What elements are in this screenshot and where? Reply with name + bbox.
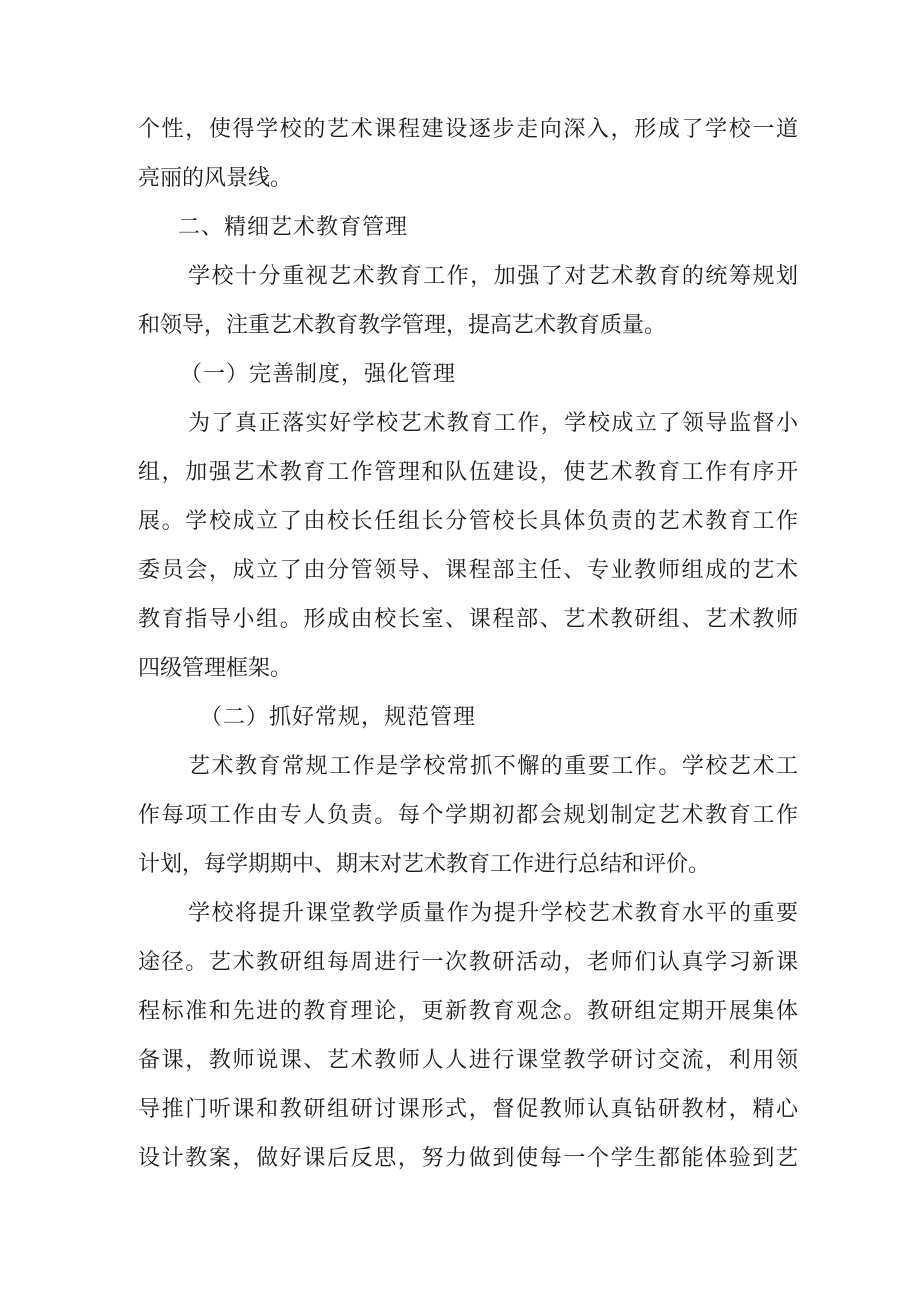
subheading-2: （二）抓好常规，规范管理 bbox=[200, 705, 477, 730]
paragraph-3-line-1: 为了真正落实好学校艺术教育工作，学校成立了领导监督小 bbox=[188, 411, 798, 436]
paragraph-intro-line-1: 个性，使得学校的艺术课程建设逐步走向深入，形成了学校一道 bbox=[138, 117, 798, 142]
paragraph-5-line-5: 导推门听课和教研组研讨课形式，督促教师认真钻研教材，精心 bbox=[138, 1097, 798, 1122]
paragraph-5-line-6: 设计教案，做好课后反思，努力做到使每一个学生都能体验到艺 bbox=[138, 1146, 798, 1171]
paragraph-5-line-4: 备课，教师说课、艺术教师人人进行课堂教学研讨交流，利用领 bbox=[138, 1048, 798, 1073]
paragraph-3-line-2: 组，加强艺术教育工作管理和队伍建设，使艺术教育工作有序开 bbox=[138, 460, 798, 485]
paragraph-4-line-1: 艺术教育常规工作是学校常抓不懈的重要工作。学校艺术工 bbox=[188, 754, 798, 779]
paragraph-5-line-2: 途径。艺术教研组每周进行一次教研活动，老师们认真学习新课 bbox=[138, 950, 798, 975]
paragraph-3-line-4: 委员会，成立了由分管领导、课程部主任、专业教师组成的艺术 bbox=[138, 558, 798, 583]
paragraph-2-line-2: 和领导，注重艺术教育教学管理，提高艺术教育质量。 bbox=[138, 313, 667, 338]
paragraph-3-line-3: 展。学校成立了由校长任组长分管校长具体负责的艺术教育工作 bbox=[138, 509, 798, 534]
paragraph-5-line-3: 程标准和先进的教育理论，更新教育观念。教研组定期开展集体 bbox=[138, 999, 798, 1024]
paragraph-5-line-1: 学校将提升课堂教学质量作为提升学校艺术教育水平的重要 bbox=[188, 901, 798, 926]
subheading-1: （一）完善制度，强化管理 bbox=[180, 362, 457, 387]
section-heading: 二、精细艺术教育管理 bbox=[178, 215, 409, 240]
paragraph-4-line-3: 计划，每学期期中、期末对艺术教育工作进行总结和评价。 bbox=[138, 852, 711, 877]
paragraph-4-line-2: 作每项工作由专人负责。每个学期初都会规划制定艺术教育工作 bbox=[138, 803, 798, 828]
paragraph-3-line-5: 教育指导小组。形成由校长室、课程部、艺术教研组、艺术教师 bbox=[138, 607, 798, 632]
paragraph-intro-line-2: 亮丽的风景线。 bbox=[138, 166, 293, 191]
paragraph-3-line-6: 四级管理框架。 bbox=[138, 656, 293, 681]
paragraph-2-line-1: 学校十分重视艺术教育工作，加强了对艺术教育的统筹规划 bbox=[188, 264, 798, 289]
